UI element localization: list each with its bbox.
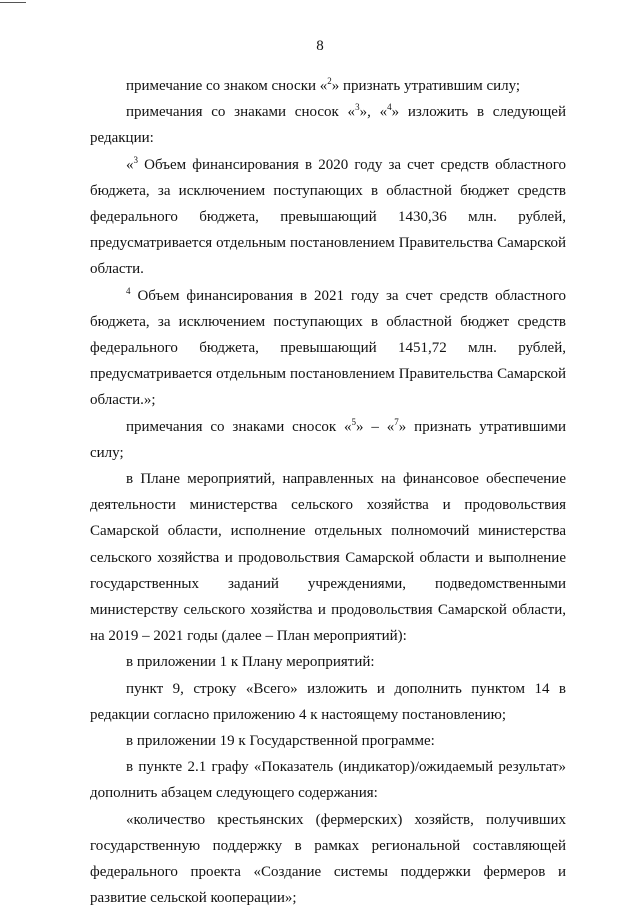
text-fragment: » – « <box>356 418 395 435</box>
paragraph-item-2-1: в пункте 2.1 графу «Показатель (индикатор)/ожидаемый результат» дополнить абзацем следующего содержания: <box>90 759 566 802</box>
text-fragment: примечания со знаками сносок « <box>126 104 356 121</box>
paragraph-footnote-2 <box>90 73 566 99</box>
footnote-marker: 3 <box>355 102 360 113</box>
paragraph-footnote-4-text <box>90 283 566 414</box>
text-fragment: » признать утратившими силу; <box>90 418 567 461</box>
text-fragment: » изложить в следующей редакции: <box>90 104 566 147</box>
paragraph-item-9: пункт 9, строку «Всего» изложить и дополнить пунктом 14 в редакции согласно приложению 4 к настоящему постановлению; <box>90 680 566 723</box>
paragraph-footnotes-3-4 <box>90 99 566 151</box>
text-fragment: « <box>126 156 134 173</box>
scan-corner-mark <box>0 2 26 3</box>
paragraph-action-plan: в Плане мероприятий, направленных на финансовое обеспечение деятельности министерства сельского хозяйства и продовольствия Самарской области, исполнение отдельных полномочий министерства сельского хозяйства и продовольствия Самарской области и выполнение государственных заданий учреждениями, подведомственными министерству сельского хозяйства и продовольствия Самарской области, на 2019 – 2021 годы (далее – План мероприятий): <box>90 471 566 645</box>
footnote-marker: 4 <box>387 102 392 113</box>
paragraph-footnote-3-text <box>90 152 566 283</box>
page-number: 8 <box>316 38 324 54</box>
document-body <box>90 73 566 912</box>
paragraph-appendix-19: в приложении 19 к Государственной программе: <box>126 733 435 750</box>
footnote-marker: 7 <box>394 416 399 427</box>
text-fragment: », « <box>359 104 388 121</box>
paragraph-footnotes-5-7 <box>90 414 566 466</box>
footnote-marker: 3 <box>133 154 138 165</box>
text-fragment: Объем финансирования в 2021 году за счет средств областного бюджета, за исключением поступающих в областной бюджет средств федерального бюджета, превышающий 1451,72 млн. рублей, предусматривается отдельным постановлением Правительства Самарской области.»; <box>90 287 566 409</box>
paragraph-farms-count: «количество крестьянских (фермерских) хозяйств, получивших государственную поддержку в рамках региональной составляющей федерального проекта «Создание системы поддержки фермеров и развитие сельской кооперации»; <box>90 811 566 907</box>
text-fragment: примечания со знаками сносок « <box>126 418 352 435</box>
footnote-marker: 2 <box>327 76 332 86</box>
footnote-marker: 4 <box>126 285 131 296</box>
text-fragment: » признать утратившим силу; <box>331 78 521 94</box>
paragraph-appendix-1: в приложении 1 к Плану мероприятий: <box>126 654 375 671</box>
text-fragment: примечание со знаком сноски « <box>126 78 328 94</box>
text-fragment: Объем финансирования в 2020 году за счет средств областного бюджета, за исключением поступающих в областной бюджет средств федерального бюджета, превышающий 1430,36 млн. рублей, предусматривается отдельным постановлением Правительства Самарской области. <box>90 156 566 278</box>
footnote-marker: 5 <box>351 416 357 427</box>
